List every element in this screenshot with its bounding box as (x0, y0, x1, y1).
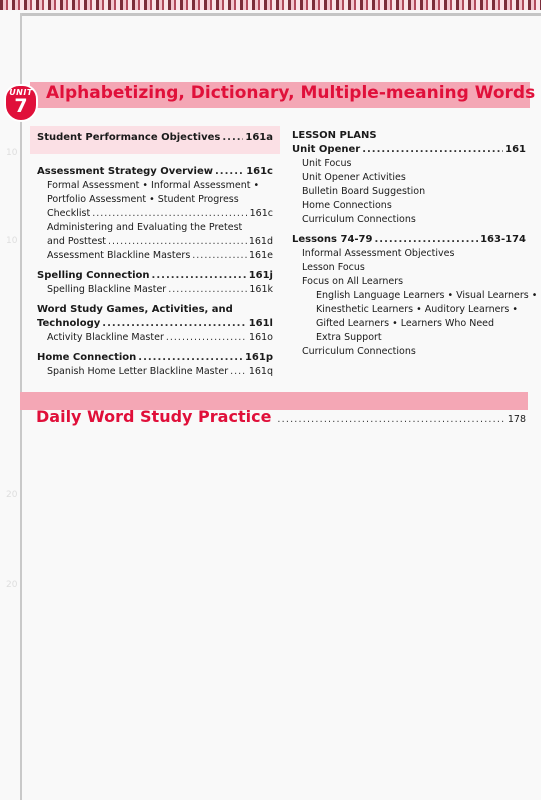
toc-page-number: 161e (249, 250, 273, 261)
toc-sub-entry: Unit Opener Activities (302, 172, 406, 183)
toc-entry-spelling[interactable] (37, 269, 273, 283)
toc-sub-entry: Informal Assessment Objectives (302, 248, 455, 259)
toc-entry-label: Lessons 74-79 (292, 234, 373, 245)
toc-sub-sub-entry: Kinesthetic Learners • Auditory Learners • (316, 304, 518, 315)
toc-page-number: 161 (505, 144, 526, 155)
toc-entry-home[interactable] (37, 351, 273, 365)
dot-leader (192, 249, 247, 263)
toc-right-column (292, 129, 538, 359)
toc-sub-sub-entry: Gifted Learners • Learners Who Need (316, 318, 495, 329)
toc-entry-lessons[interactable] (292, 233, 526, 247)
toc-entry-objectives[interactable] (37, 131, 273, 145)
dot-leader (152, 269, 247, 283)
toc-sub-entry: Curriculum Connections (302, 346, 416, 357)
toc-sub-entry: Bulletin Board Suggestion (302, 186, 426, 197)
toc-entry-label: Home Connection (37, 352, 137, 363)
dot-leader (166, 331, 247, 345)
dot-leader (374, 233, 478, 247)
toc-sub-entry: Portfolio Assessment • Student Progress (47, 194, 239, 205)
toc-entry-label: Technology (37, 318, 101, 329)
unit-badge-number: 7 (14, 95, 28, 117)
toc-sub-entry-blackline[interactable] (37, 249, 273, 263)
decorative-top-border (0, 0, 541, 10)
toc-sub-entry-checklist[interactable] (37, 207, 273, 221)
dot-leader (362, 143, 503, 157)
toc-entry-daily-practice[interactable] (36, 407, 526, 431)
dot-leader (168, 283, 247, 297)
toc-entry-assessment[interactable] (37, 165, 273, 179)
toc-sub-entry: Lesson Focus (302, 262, 365, 273)
toc-entry-label: and Posttest (47, 236, 107, 247)
toc-entry-label: Assessment Strategy Overview (37, 166, 213, 177)
toc-entry-label: Assessment Blackline Masters (47, 250, 191, 261)
toc-entry-games-line1: Word Study Games, Activities, and (37, 304, 233, 315)
bleed-through-mark: 20 (6, 490, 18, 500)
dot-leader (277, 414, 504, 425)
toc-page-number: 161j (248, 270, 273, 281)
toc-page-number: 161d (248, 236, 273, 247)
toc-entry-games[interactable] (37, 317, 273, 331)
toc-page-number: 161q (248, 366, 273, 377)
toc-sub-entry: Unit Focus (302, 158, 352, 169)
toc-page-number: 161p (244, 352, 273, 363)
toc-sub-entry-spelling-master[interactable] (37, 283, 273, 297)
toc-entry-label: Student Performance Objectives (37, 132, 221, 143)
dot-leader (222, 131, 243, 145)
unit-title: Alphabetizing, Dictionary, Multiple-meaning Words (46, 83, 536, 103)
toc-page-number: 161l (248, 318, 273, 329)
toc-entry-unit-opener[interactable] (292, 143, 526, 157)
toc-left-column (37, 129, 273, 379)
dot-leader (230, 365, 247, 379)
dot-leader (92, 207, 247, 221)
dot-leader (138, 351, 243, 365)
toc-sub-entry-spanish-letter[interactable] (37, 365, 273, 379)
bleed-through-mark: 10 (6, 236, 18, 246)
toc-entry-label: Spanish Home Letter Blackline Master (47, 366, 229, 377)
toc-page-number: 161a (245, 132, 273, 143)
toc-sub-sub-entry: Extra Support (316, 332, 382, 343)
toc-page-number: 161c (246, 166, 273, 177)
toc-page-number: 178 (507, 414, 526, 425)
toc-sub-entry-activity-master[interactable] (37, 331, 273, 345)
dot-leader (215, 165, 244, 179)
daily-practice-title: Daily Word Study Practice (36, 407, 272, 426)
lesson-plans-heading: LESSON PLANS (292, 130, 377, 141)
toc-sub-entry: Curriculum Connections (302, 214, 416, 225)
dot-leader (108, 235, 247, 249)
toc-sub-entry: Formal Assessment • Informal Assessment • (47, 180, 260, 191)
toc-entry-label: Checklist (47, 208, 91, 219)
toc-page-number: 163-174 (480, 234, 526, 245)
toc-entry-label: Unit Opener (292, 144, 361, 155)
toc-page-number: 161k (249, 284, 273, 295)
toc-entry-label: Spelling Blackline Master (47, 284, 167, 295)
top-rule (20, 13, 541, 16)
bleed-through-mark: 10 (6, 148, 18, 158)
dot-leader (102, 317, 246, 331)
unit-badge-word: UNIT (9, 88, 33, 97)
toc-page-number: 161o (249, 332, 273, 343)
toc-sub-entry-pretest[interactable] (37, 235, 273, 249)
toc-sub-entry: Home Connections (302, 200, 392, 211)
toc-sub-entry: Focus on All Learners (302, 276, 404, 287)
toc-entry-label: Activity Blackline Master (47, 332, 164, 343)
unit-badge (4, 84, 38, 122)
toc-sub-sub-entry: English Language Learners • Visual Learners • (316, 290, 538, 301)
toc-entry-label: Spelling Connection (37, 270, 150, 281)
bleed-through-mark: 20 (6, 580, 18, 590)
toc-sub-entry: Administering and Evaluating the Pretest (47, 222, 243, 233)
toc-page-number: 161c (249, 208, 273, 219)
